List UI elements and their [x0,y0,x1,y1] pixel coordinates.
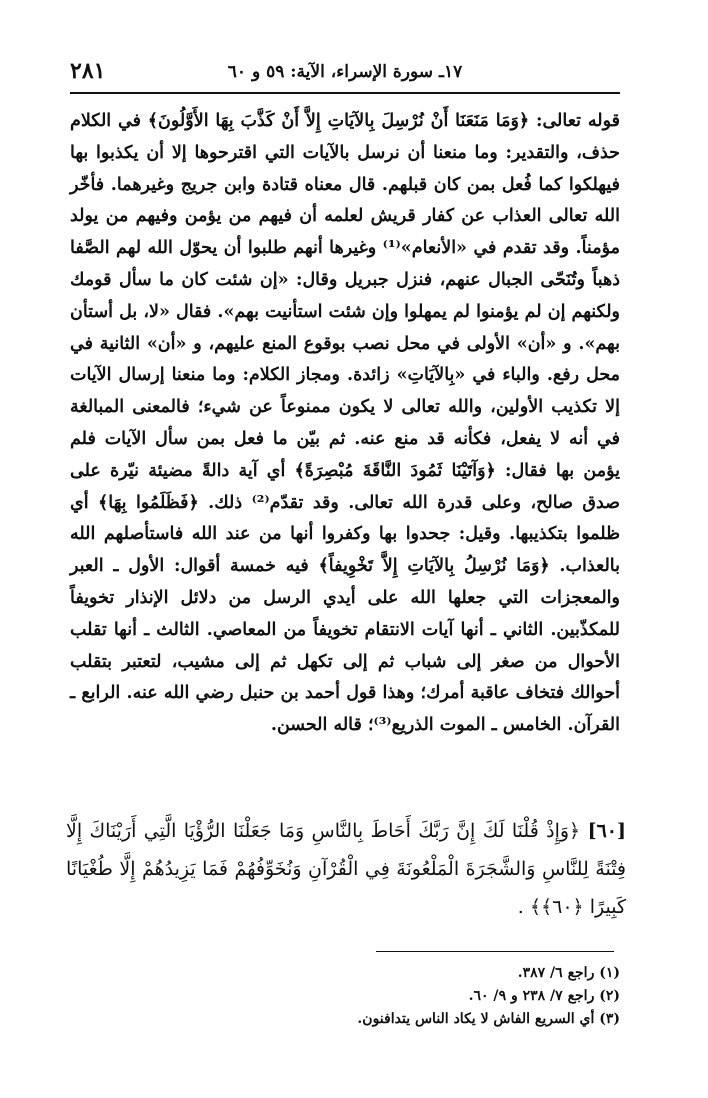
verse-paragraph [66,812,626,926]
commentary-text [70,106,620,742]
running-title: ١٧ـ سورة الإسراء، الآية: ٥٩ و ٦٠ [227,62,463,82]
page-number: ٢٨١ [70,58,106,84]
footnote-divider [376,951,614,952]
verse-text: ﴿وَإِذْ قُلْنَا لَكَ إِنَّ رَبَّكَ أَحَاطَ بِالنَّاسِ وَمَا جَعَلْنَا الرُّؤْيَا الَّتِي أَرَيْنَاكَ إِلَّا فِتْنَةً لِلنَّاسِ وَالشَّجَرَةَ الْمَلْعُونَةَ فِي الْقُرْآنِ وَنُخَوِّفُهُمْ فَمَا يَزِيدُهُمْ إِلَّا طُغْيَانًا كَبِيرًا ﴿٦٠﴾﴾ . [66,820,626,918]
page-header [70,58,620,88]
commentary-paragraph: قوله تعالى: ﴿وَمَا مَنَعَنَا أَنْ نُرْسِلَ بِالآيَاتِ إِلاَّ أَنْ كَذَّبَ بِهَا الأَوَّلُونَ﴾ في الكلام حذف، والتقدير: وما منعنا أن نرسل بالآيات التي اقترحوها إلا أن يكذبوا بها فيهلكوا كما فُعل بمن كان قبلهم. قال معناه قتادة وابن جريج وغيرهما. فأخّر الله تعالى العذاب عن كفار قريش لعلمه أن فيهم من يؤمن وفيهم من يولد مؤمناً. وقد تقدم في «الأنعام»⁽¹⁾ وغيرها أنهم طلبوا أن يحوّل الله لهم الصَّفا ذهباً وتُنَحّى الجبال عنهم، فنزل جبريل وقال: «إن شئت كان ما سأل قومك ولكنهم إن لم يؤمنوا لم يمهلوا وإن شئت استأنيت بهم». فقال «لا، بل أستأن بهم». و «أن» الأولى في محل نصب بوقوع المنع عليهم، و «أن» الثانية في محل رفع. والباء في «بِالآيَاتِ» زائدة. ومجاز الكلام: وما منعنا إرسال الآيات إلا تكذيب الأولين، والله تعالى لا يكون ممنوعاً عن شيء؛ فالمعنى المبالغة في أنه لا يفعل، فكأنه قد منع عنه. ثم بيّن ما فعل بمن سأل الآيات فلم يؤمن بها فقال: ﴿وَآتَيْنَا ثَمُودَ النَّاقَةَ مُبْصِرَةً﴾ أي آية دالةً مضيئة نيّرة على صدق صالح، وعلى قدرة الله تعالى. وقد تقدّم⁽²⁾ ذلك. ﴿فَظَلَمُوا بِهَا﴾ أي ظلموا بتكذيبها. وقيل: جحدوا بها وكفروا أنها من عند الله فاستأصلهم الله بالعذاب. ﴿وَمَا نُرْسِلُ بِالآيَاتِ إِلاَّ تَخْوِيفاً﴾ فيه خمسة أقوال: الأول ـ العبر والمعجزات التي جعلها الله على أيدي الرسل من دلائل الإنذار تخويفاً للمكذّبين. الثاني ـ أنها آيات الانتقام تخويفاً من المعاصي. الثالث ـ أنها تقلب الأحوال من صغر إلى شباب ثم إلى تكهل ثم إلى مشيب، لتعتبر بتقلب أحوالك فتخاف عاقبة أمرك؛ وهذا قول أحمد بن حنبل رضي الله عنه. الرابع ـ القرآن. الخامس ـ الموت الذريع⁽³⁾؛ قاله الحسن. [70,111,620,736]
footnote-2: (٢) راجع ٧/ ٢٣٨ و ٩/ ٦٠. [468,988,620,1004]
header-divider [70,92,620,94]
footnotes [70,962,620,1031]
footnote-1: (١) راجع ٦/ ٣٨٧. [517,965,620,981]
footnote-3: (٣) أي السريع الفاش لا يكاد الناس يتدافنون. [357,1011,620,1027]
verse-number: [٦٠] [587,820,626,842]
quran-verse-block [66,812,626,926]
